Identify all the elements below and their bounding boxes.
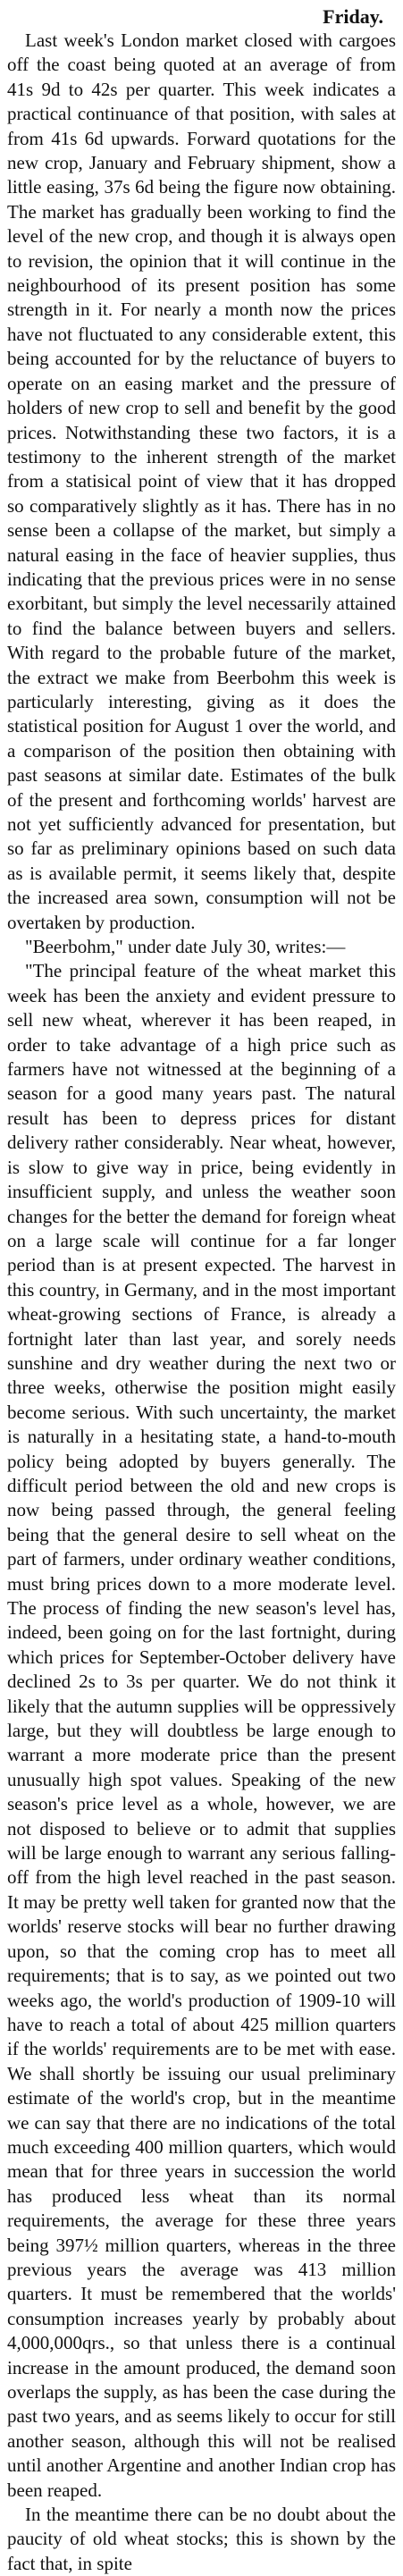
market-report-paragraph: Last week's London market closed with cargoes off the coast being quoted at an average of from 41s 9d to 42s per quarter. This week indicates a practical continuance of that position, with sales at from 41s 6d upwards. Forward quotations for the new crop, January and February shipment, show a little easing, 37s 6d being the figure now obtaining. The market has gradually been working to find the level of the new crop, and though it is always open to revision, the opinion that it will continue in the neighbourhood of its present position has some strength in it. For nearly a month now the prices have not fluctuated to any considerable extent, this being accounted for by the reluctance of buyers to operate on an easing market and the pressure of holders of new crop to sell and benefit by the good prices. Notwithstanding these two factors, it is a testimony to the inherent strength of the market from a statisical point of view that it has dropped so comparatively slightly as it has. There has in no sense been a collapse of the market, but simply a natural easing in the face of heavier supplies, thus indicating that the previous prices were in no sense exorbitant, but simply the level necessarily attained to find the balance between buyers and sellers. With regard to the probable future of the market, the extract we make from Beerbohm this week is particularly interesting, giving as it does the statistical position for August 1 over the world, and a comparison of the position then obtaining with past seasons at similar date. Estimates of the bulk of the present and forthcoming worlds' harvest are not yet sufficiently advanced for presentation, but so far as preliminary opinions based on such data as is available permit, it seems likely that, despite the increased area sown, consumption will not be overtaken by production. [7, 29, 396, 933]
dateline: Friday. [323, 5, 383, 28]
beerbohm-quote: "The principal feature of the wheat market this week has been the anxiety and evident pressure to sell new wheat, wherever it has been reaped, in order to take advantage of a high price such as farmers have not witnessed at the beginning of a season for a good many years past. The natural result has been to depress prices for distant delivery rather considerably. Near wheat, however, is slow to give way in price, being evidently in insufficient supply, and unless the weather soon changes for the better the demand for foreign wheat on a large scale will continue for a far longer period than is at present expected. The harvest in this country, in Germany, and in the most important wheat-growing sections of France, is already a fortnight later than last year, and sorely needs sunshine and dry weather during the next two or three weeks, otherwise the position might easily become serious. With such uncertainty, the market is naturally in a hesitating state, a hand-to-mouth policy being adopted by buyers generally. The difficult period between the old and new crops is now being passed through, the general feeling being that the general desire to sell wheat on the part of farmers, under ordinary weather conditions, must bring prices down to a more moderate level. The process of finding the new season's level has, indeed, been going on for the last fortnight, during which prices for September-October delivery have declined 2s to 3s per quarter. We do not think it likely that the autumn supplies will be oppressively large, but they will doubtless be large enough to warrant a more moderate price than the present unusually high spot values. Speaking of the new season's price level as a whole, however, we are not disposed to believe or to admit that supplies will be large enough to warrant any serious falling-off from the high level reached in the past season. It may be pretty well taken for granted now that the worlds' reserve stocks will bear no further drawing upon, so that the coming crop has to meet all requirements; that is to say, as we pointed out two weeks ago, the world's production of 1909-10 will have to reach a total of about 425 million quarters if the worlds' requirements are to be met with ease. We shall shortly be issuing our usual preliminary estimate of the world's crop, but in the meantime we can say that there are no indications of the total much exceeding 400 million quarters, which would mean that for three years in succession the world has produced less wheat than its normal requirements, the average for these three years being 397½ million quarters, whereas in the three previous years the average was 413 million quarters. It must be remembered that the worlds' consumption increases yearly by probably about 4,000,000qrs., so that unless there is a continual increase in the amount produced, the demand soon overlaps the supply, as has been the case during the past two years, and as seems likely to occur for still another season, although this will not be realised until another Argentine and another Indian crop has been reaped. [7, 960, 396, 2501]
beerbohm-attribution: "Beerbohm," under date July 30, writes:— [25, 936, 346, 958]
closing-paragraph: In the meantime there can be no doubt about the paucity of old wheat stocks; this is shown by the fact that, in spite [7, 2504, 396, 2574]
